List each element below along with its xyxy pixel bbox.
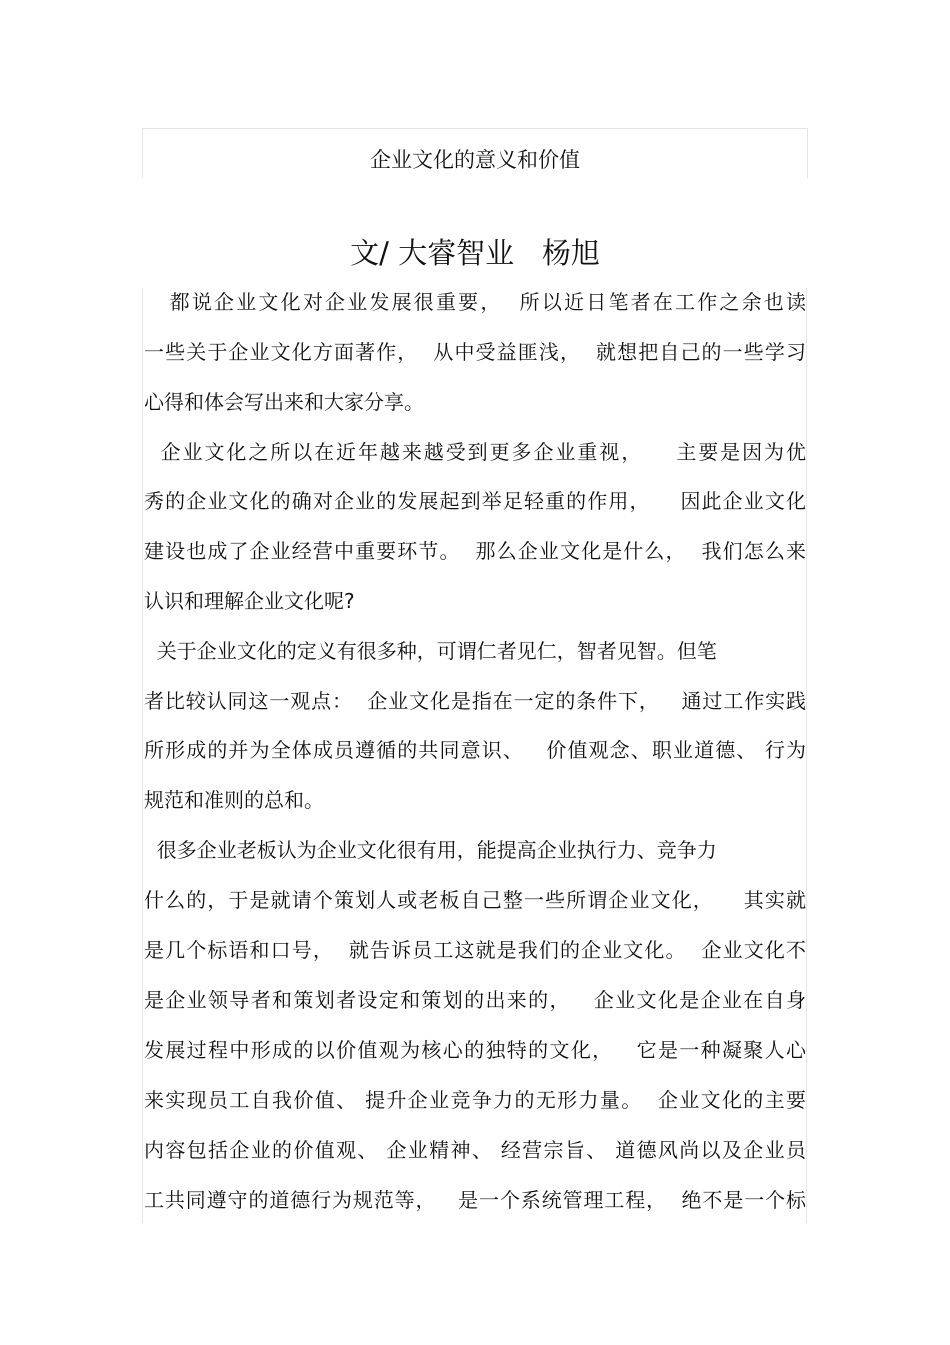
top-border-line: [142, 128, 808, 129]
body-text-line: 建设也成了企业经营中重要环节。 那么企业文化是什么， 我们怎么来: [144, 539, 806, 563]
body-text-line: 内容包括企业的价值观、 企业精神、 经营宗旨、 道德风尚以及企业员: [144, 1138, 806, 1162]
body-text-line: 企业文化之所以在近年越来越受到更多企业重视， 主要是因为优: [144, 440, 806, 464]
body-text-line: 一些关于企业文化方面著作， 从中受益匪浅， 就想把自己的一些学习: [144, 340, 806, 364]
body-text-line: 所形成的并为全体成员遵循的共同意识、 价值观念、职业道德、 行为: [144, 738, 806, 762]
body-text-line: 秀的企业文化的确对企业的发展起到举足轻重的作用， 因此企业文化: [144, 489, 806, 513]
body-text-line: 者比较认同这一观点： 企业文化是指在一定的条件下， 通过工作实践: [144, 689, 806, 713]
document-title: 企业文化的意义和价值: [370, 148, 580, 172]
left-margin-line: [142, 288, 143, 1223]
body-text-line: 很多企业老板认为企业文化很有用，能提高企业执行力、竞争力: [144, 838, 717, 862]
body-text-line: 关于企业文化的定义有很多种，可谓仁者见仁，智者见智。但笔: [144, 639, 717, 663]
body-text-line: 规范和准则的总和。: [144, 788, 324, 812]
body-text-line: 是企业领导者和策划者设定和策划的出来的， 企业文化是企业在自身: [144, 988, 806, 1012]
body-text-line: 来实现员工自我价值、 提升企业竞争力的无形力量。 企业文化的主要: [144, 1088, 806, 1112]
body-text-line: 认识和理解企业文化呢?: [144, 589, 355, 613]
body-text-line: 都说企业文化对企业发展很重要， 所以近日笔者在工作之余也读: [144, 290, 806, 314]
body-text-line: 心得和体会写出来和大家分享。: [144, 390, 424, 414]
body-text-line: 工共同遵守的道德行为规范等， 是一个系统管理工程， 绝不是一个标: [144, 1188, 806, 1212]
right-margin-line: [806, 288, 807, 1223]
body-text-line: 什么的，于是就请个策划人或老板自己整一些所谓企业文化， 其实就: [144, 888, 806, 912]
author-byline: 文/ 大睿智业 杨旭: [350, 236, 600, 270]
body-text-line: 发展过程中形成的以价值观为核心的独特的文化， 它是一种凝聚人心: [144, 1038, 806, 1062]
body-text-line: 是几个标语和口号， 就告诉员工这就是我们的企业文化。 企业文化不: [144, 938, 806, 962]
